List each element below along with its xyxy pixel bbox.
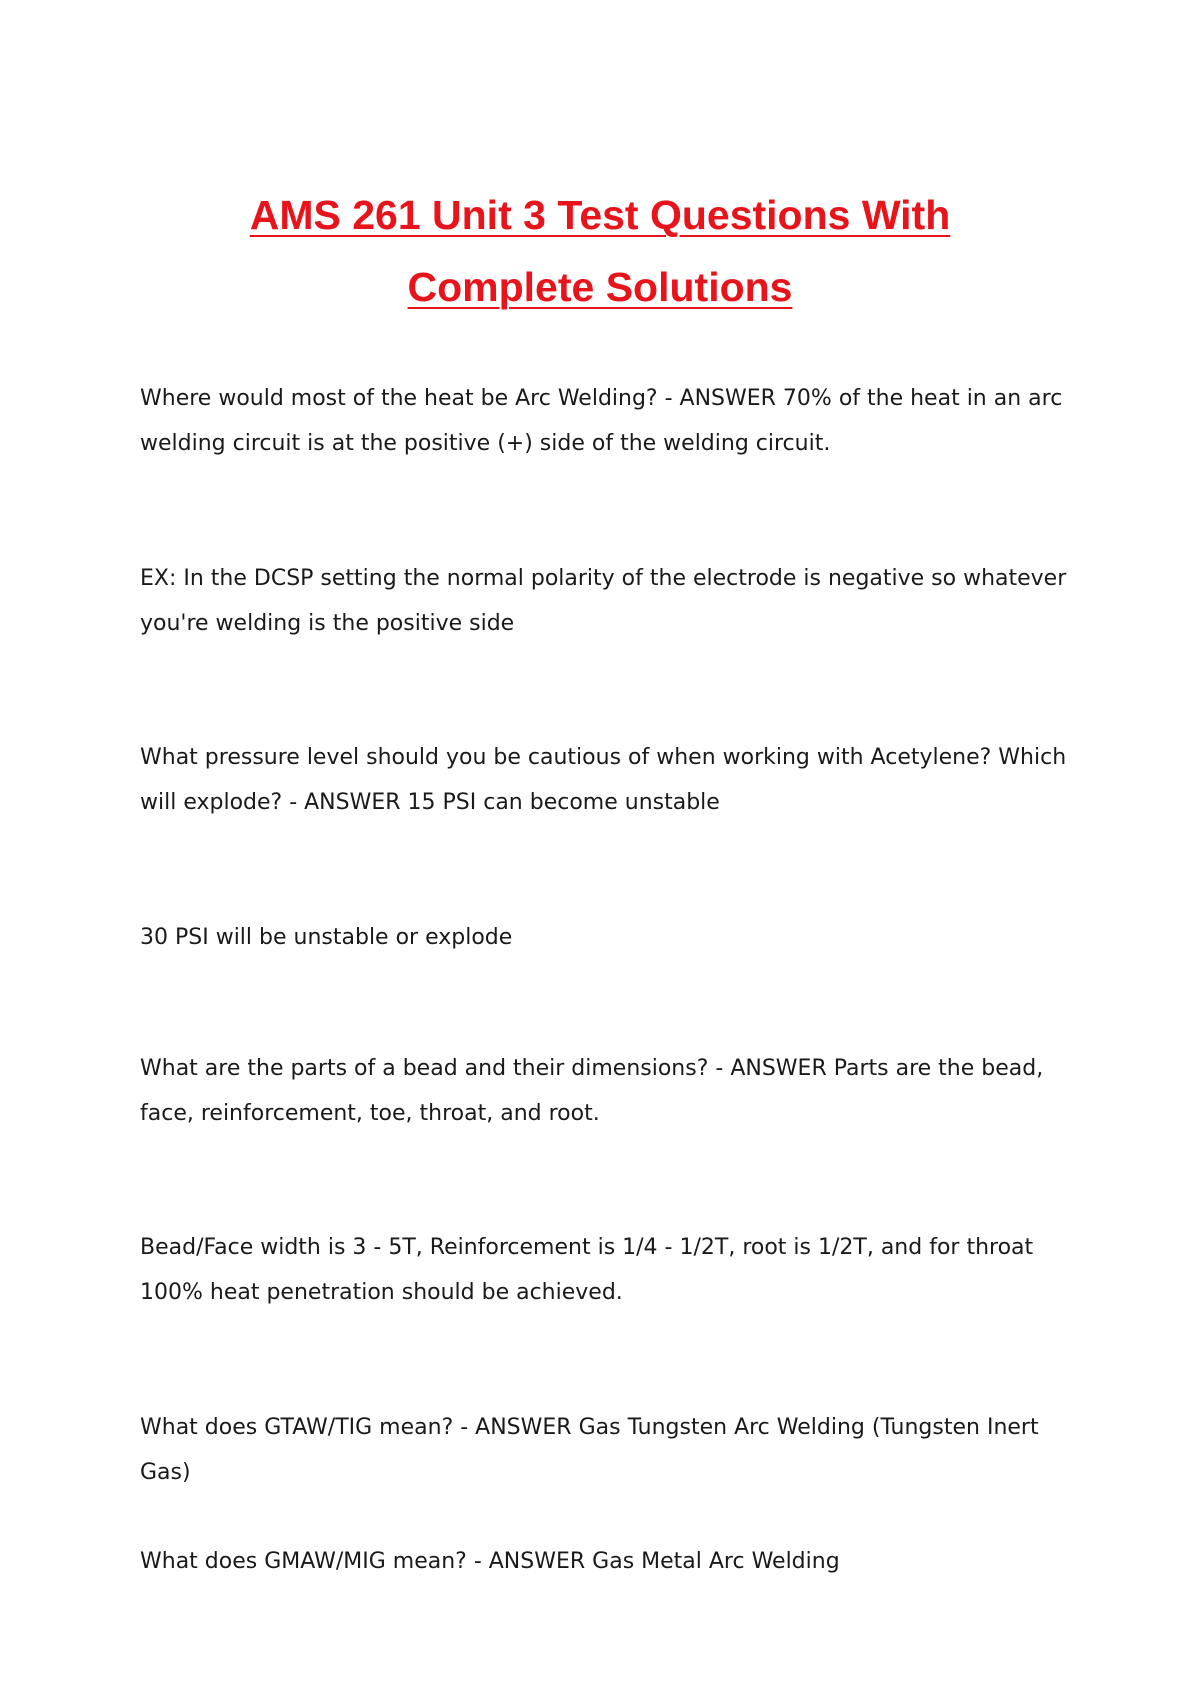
paragraph-gmaw-mig: What does GMAW/MIG mean? - ANSWER Gas Metal Arc Welding — [140, 1549, 840, 1574]
paragraph-dcsp-example: EX: In the DCSP setting the normal polarity of the electrode is negative so whatever you're welding is the positive side — [140, 566, 1067, 636]
paragraph-gtaw-tig: What does GTAW/TIG mean? - ANSWER Gas Tungsten Arc Welding (Tungsten Inert Gas) — [140, 1415, 1039, 1485]
title-line-1: AMS 261 Unit 3 Test Questions With — [249, 192, 951, 239]
document-title — [140, 179, 1060, 323]
paragraph-acetylene-pressure: What pressure level should you be cautious of when working with Acetylene? Which will explode? - ANSWER 15 PSI can become unstable — [140, 745, 1067, 815]
paragraph-heat-arc-welding: Where would most of the heat be Arc Welding? - ANSWER 70% of the heat in an arc welding circuit is at the positive (+) side of the welding circuit. — [140, 386, 1063, 456]
paragraph-30-psi: 30 PSI will be unstable or explode — [140, 925, 513, 950]
paragraph-bead-parts: What are the parts of a bead and their dimensions? - ANSWER Parts are the bead, face, reinforcement, toe, throat, and root. — [140, 1056, 1044, 1126]
title-line-2: Complete Solutions — [407, 264, 793, 311]
paragraph-bead-dimensions: Bead/Face width is 3 - 5T, Reinforcement is 1/4 - 1/2T, root is 1/2T, and for throat 100% heat penetration should be achieved. — [140, 1235, 1034, 1305]
